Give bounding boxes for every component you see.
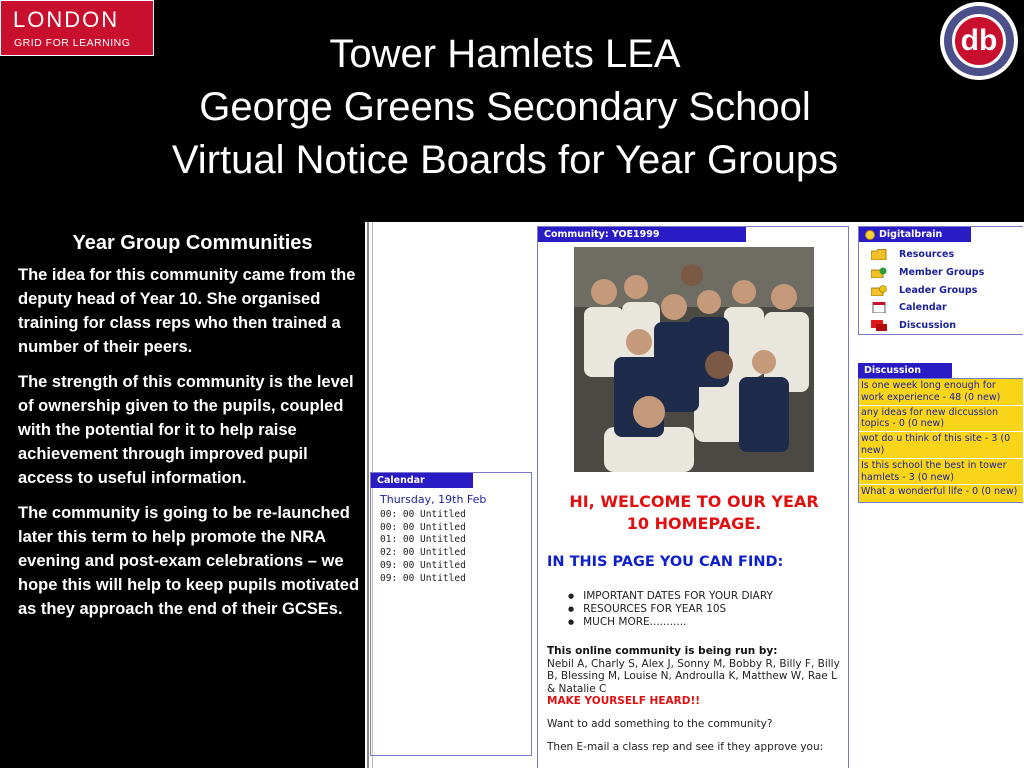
digitalbrain-menu-label: Digitalbrain	[879, 229, 943, 240]
add-something-text: Want to add something to the community?	[547, 717, 773, 730]
list-item: ● IMPORTANT DATES FOR YOUR DIARY	[568, 590, 773, 603]
db-logo-text: db	[952, 14, 1006, 68]
calendar-event[interactable]: 01: 00 Untitled	[380, 534, 466, 546]
calendar-event[interactable]: 02: 00 Untitled	[380, 547, 466, 559]
community-info	[547, 645, 847, 753]
smiley-icon	[865, 230, 875, 240]
run-by-title: This online community is being run by:	[547, 645, 778, 657]
email-class-rep-text: Then E-mail a class rep and see if they approve you:	[547, 740, 824, 753]
contents-list	[568, 590, 773, 629]
paragraph-1: The idea for this community came from the deputy head of Year 10. She organised training for class reps who then trained a number of their peers.	[18, 266, 356, 356]
menu-item-calendar[interactable]	[871, 299, 1023, 317]
group-photo	[574, 247, 814, 472]
discussion-topic[interactable]: What a wonderful life - 0 (0 new)	[861, 486, 1018, 498]
list-item: ● MUCH MORE...........	[568, 616, 773, 629]
discussion-topic[interactable]: Is this school the best in tower hamlets - 3 (0 new)	[859, 459, 1023, 486]
menu-item-discussion[interactable]	[871, 317, 1023, 335]
section-heading: Year Group Communities	[72, 232, 313, 254]
calendar-panel	[370, 472, 532, 756]
paragraph-3: The community is going to be re-launched later this term to help promote the NRA evening and post-exam celebrations – we hope this will help to keep pupils motivated as they approach the end of their GCSEs.	[18, 504, 360, 618]
menu-item-label: Discussion	[899, 320, 957, 332]
students-photo-illustration	[574, 247, 814, 472]
discussion-panel	[858, 363, 1023, 503]
make-yourself-heard: MAKE YOURSELF HEARD!!	[547, 695, 701, 708]
welcome-line-1: HI, WELCOME TO OUR YEAR	[569, 492, 819, 511]
discussion-topic[interactable]: Is one week long enough for work experience - 48 (0 new)	[859, 379, 1023, 406]
member-groups-icon	[871, 267, 887, 278]
calendar-event[interactable]: 00: 00 Untitled	[380, 521, 466, 533]
find-heading: IN THIS PAGE YOU CAN FIND:	[547, 554, 784, 570]
folder-icon	[871, 249, 887, 260]
menu-item-label: Calendar	[899, 302, 947, 314]
run-by-names: Nebil A, Charly S, Alex J, Sonny M, Bobby R, Billy F, Billy B, Blessing M, Louise N, Androulla K, Matthew W, Rae L & Natalie C	[547, 657, 840, 695]
title-line-3: Virtual Notice Boards for Year Groups	[171, 138, 839, 182]
menu-item-resources[interactable]	[871, 246, 1023, 264]
calendar-date[interactable]: Thursday, 19th Feb	[380, 493, 487, 506]
menu-item-label: Resources	[899, 249, 955, 261]
list-item: ● RESOURCES FOR YEAR 10S	[568, 603, 773, 616]
calendar-icon	[871, 302, 887, 313]
paragraph-2: The strength of this community is the level of ownership given to the pupils, coupled with the potential for it to help raise achievement through improved pupil access to useful information.	[18, 373, 354, 487]
welcome-heading	[538, 491, 850, 535]
calendar-event[interactable]: 00: 00 Untitled	[380, 509, 466, 520]
title-line-2: George Greens Secondary School	[199, 85, 811, 129]
calendar-event[interactable]: 09: 00 Untitled	[380, 559, 466, 571]
lgfl-logo-text: LONDON	[13, 7, 120, 32]
lgfl-logo-subtext: GRID FOR LEARNING	[14, 37, 131, 49]
menu-item-leader-groups[interactable]	[871, 281, 1023, 299]
discussion-topic[interactable]: wot do u think of this site - 3 (0 new)	[859, 432, 1023, 459]
digitalbrain-logo	[940, 2, 1018, 80]
menu-item-member-groups[interactable]	[871, 264, 1023, 282]
title-line-1: Tower Hamlets LEA	[329, 32, 681, 76]
website-screenshot	[365, 222, 1024, 768]
menu-item-label: Member Groups	[899, 267, 985, 279]
discussion-topic[interactable]: any ideas for new diccussion topics - 0 (0 new)	[859, 406, 1023, 433]
welcome-line-2: 10 HOMEPAGE.	[626, 514, 762, 533]
community-panel	[537, 226, 849, 768]
digitalbrain-menu	[858, 226, 1023, 335]
leader-groups-icon	[871, 285, 887, 296]
community-panel-title: Community: YOE1999	[538, 227, 746, 242]
discussion-icon	[871, 320, 887, 331]
digitalbrain-menu-title	[859, 227, 971, 242]
calendar-event[interactable]: 09: 00 Untitled	[380, 572, 466, 584]
description-panel	[18, 232, 363, 632]
page-title	[100, 28, 910, 187]
calendar-panel-title: Calendar	[371, 473, 473, 488]
menu-item-label: Leader Groups	[899, 284, 978, 296]
discussion-panel-title: Discussion	[858, 363, 952, 378]
